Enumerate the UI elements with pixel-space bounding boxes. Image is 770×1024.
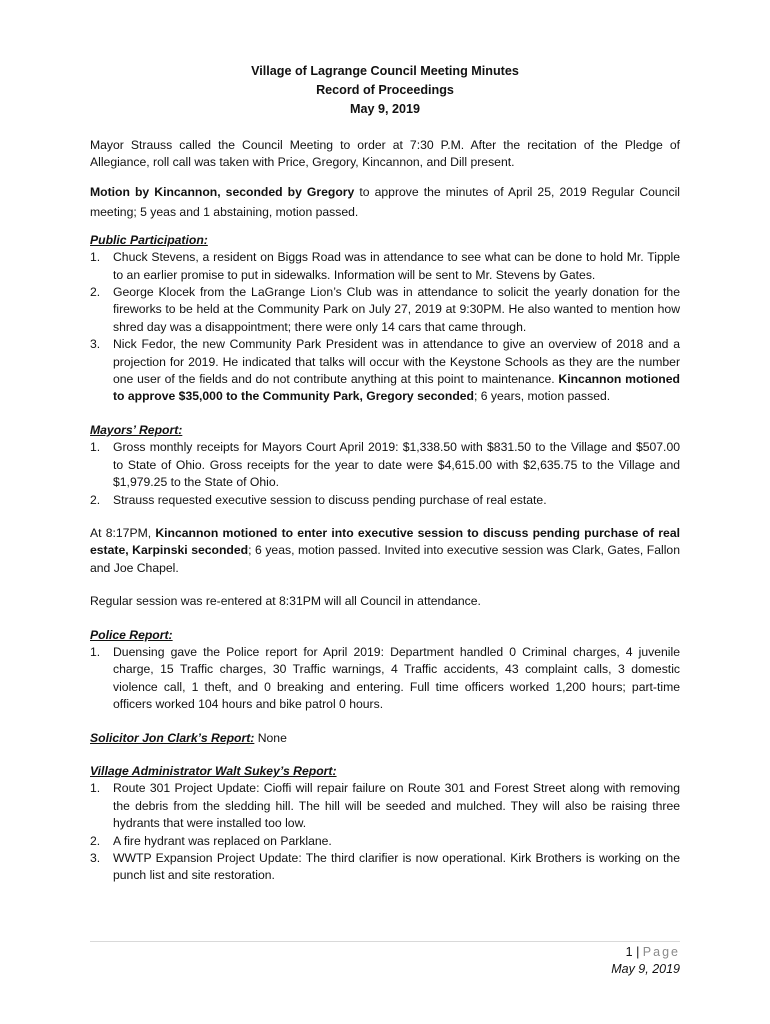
regular-session-paragraph: Regular session was re-entered at 8:31PM will all Council in attendance. <box>90 594 481 609</box>
police-report-list <box>90 644 680 714</box>
police-report-heading: Police Report: <box>90 627 173 642</box>
minutes-motion-paragraph <box>90 182 680 222</box>
page-word: Page <box>642 945 680 959</box>
minutes-motion-bold: Motion by Kincannon, seconded by Gregory <box>90 184 355 199</box>
mayors-report-section <box>90 422 680 509</box>
title-line-3: May 9, 2019 <box>349 102 421 116</box>
public-participation-heading: Public Participation: <box>90 232 208 247</box>
list-item: 2. Strauss requested executive session to discuss pending purchase of real estate. <box>90 492 547 507</box>
list-item: 1. Chuck Stevens, a resident on Biggs Road was in attendance to see what can be done to hold Mr. Tipple to an earlier promise to put in sidewalks. Information will be sent to Mr. Stevens by Gates. <box>90 250 680 282</box>
intro-paragraph: Mayor Strauss called the Council Meeting to order at 7:30 P.M. After the recitation of the Pledge of Allegiance, roll call was taken with Price, Gregory, Kincannon, and Dill present. <box>90 138 680 170</box>
footer-divider <box>90 941 680 942</box>
list-item: 1. Duensing gave the Police report for April 2019: Department handled 0 Criminal charges, 4 juvenile charge, 15 Traffic charges, 30 Traffic warnings, 4 Traffic accidents, 43 complaint calls, 3 domestic violence call, 1 theft, and 0 breaking and entering. Full time officers worked 1,200 hours; part-time officers worked 104 hours and bike patrol 0 hours. <box>90 644 680 712</box>
solicitor-report-heading: Solicitor Jon Clark’s Report: <box>90 730 255 745</box>
list-item: 3. WWTP Expansion Project Update: The third clarifier is now operational. Kirk Brothers is working on the punch list and site restoration. <box>90 851 680 883</box>
public-participation-section <box>90 232 680 406</box>
minutes-motion-rest: to approve the minutes of April 25, 2019 Regular Council meeting; 5 yeas and 1 abstaining, motion passed. <box>90 184 680 219</box>
page-separator: | <box>632 945 643 959</box>
document-title <box>90 62 680 119</box>
executive-session-paragraph: At 8:17PM, Kincannon motioned to enter into executive session to discuss pending purchase of real estate, Karpinski seconded; 6 yeas, motion passed. Invited into executive session was Clark, Gates, Fallon and Joe Chapel. <box>90 525 680 575</box>
title-line-1: Village of Lagrange Council Meeting Minutes <box>251 64 519 78</box>
list-item: 1. Gross monthly receipts for Mayors Court April 2019: $1,338.50 with $831.50 to the Village and $507.00 to State of Ohio. Gross receipts for the year to date were $4,615.00 with $2,635.75 to the Village and $1,979.25 to the State of Ohio. <box>90 440 680 490</box>
solicitor-report <box>90 730 680 747</box>
page-number: 1 <box>625 945 633 959</box>
mayors-report-heading: Mayors’ Report: <box>90 422 183 437</box>
list-item: 2. A fire hydrant was replaced on Parklane. <box>90 833 332 848</box>
title-line-2: Record of Proceedings <box>316 83 454 97</box>
public-participation-list <box>90 249 680 406</box>
administrator-report-section <box>90 763 680 885</box>
mayors-report-list <box>90 439 680 509</box>
list-item: 3. Nick Fedor, the new Community Park President was in attendance to give an overview of 2018 and a projection for 2019. He indicated that talks will occur with the Keystone Schools as they are the number one user of the fields and do not contribute anything at this point to maintenance. Kincannon motioned to approve $35,000 to the Community Park, Gregory seconded; 6 years, motion passed. <box>90 337 680 404</box>
footer-date: May 9, 2019 <box>611 962 680 976</box>
administrator-report-heading: Village Administrator Walt Sukey’s Report: <box>90 763 337 778</box>
page-number-line <box>611 944 680 961</box>
list-item: 2. George Klocek from the LaGrange Lion’s Club was in attendance to solicit the yearly donation for the fireworks to be held at the Community Park on July 27, 2019 at 9:30PM. He also wanted to mention how shred day was a disappointment; there were only 14 cars that came through. <box>90 285 680 334</box>
minutes-document <box>90 62 680 885</box>
solicitor-report-value: None <box>254 730 287 745</box>
list-item: 1. Route 301 Project Update: Cioffi will repair failure on Route 301 and Forest Street along with removing the debris from the sledding hill. The hill will be seeded and mulched. They will also be raising three hydrants that were installed too low. <box>90 781 680 831</box>
administrator-report-list <box>90 780 680 884</box>
page-footer <box>611 944 680 978</box>
police-report-section <box>90 627 680 714</box>
